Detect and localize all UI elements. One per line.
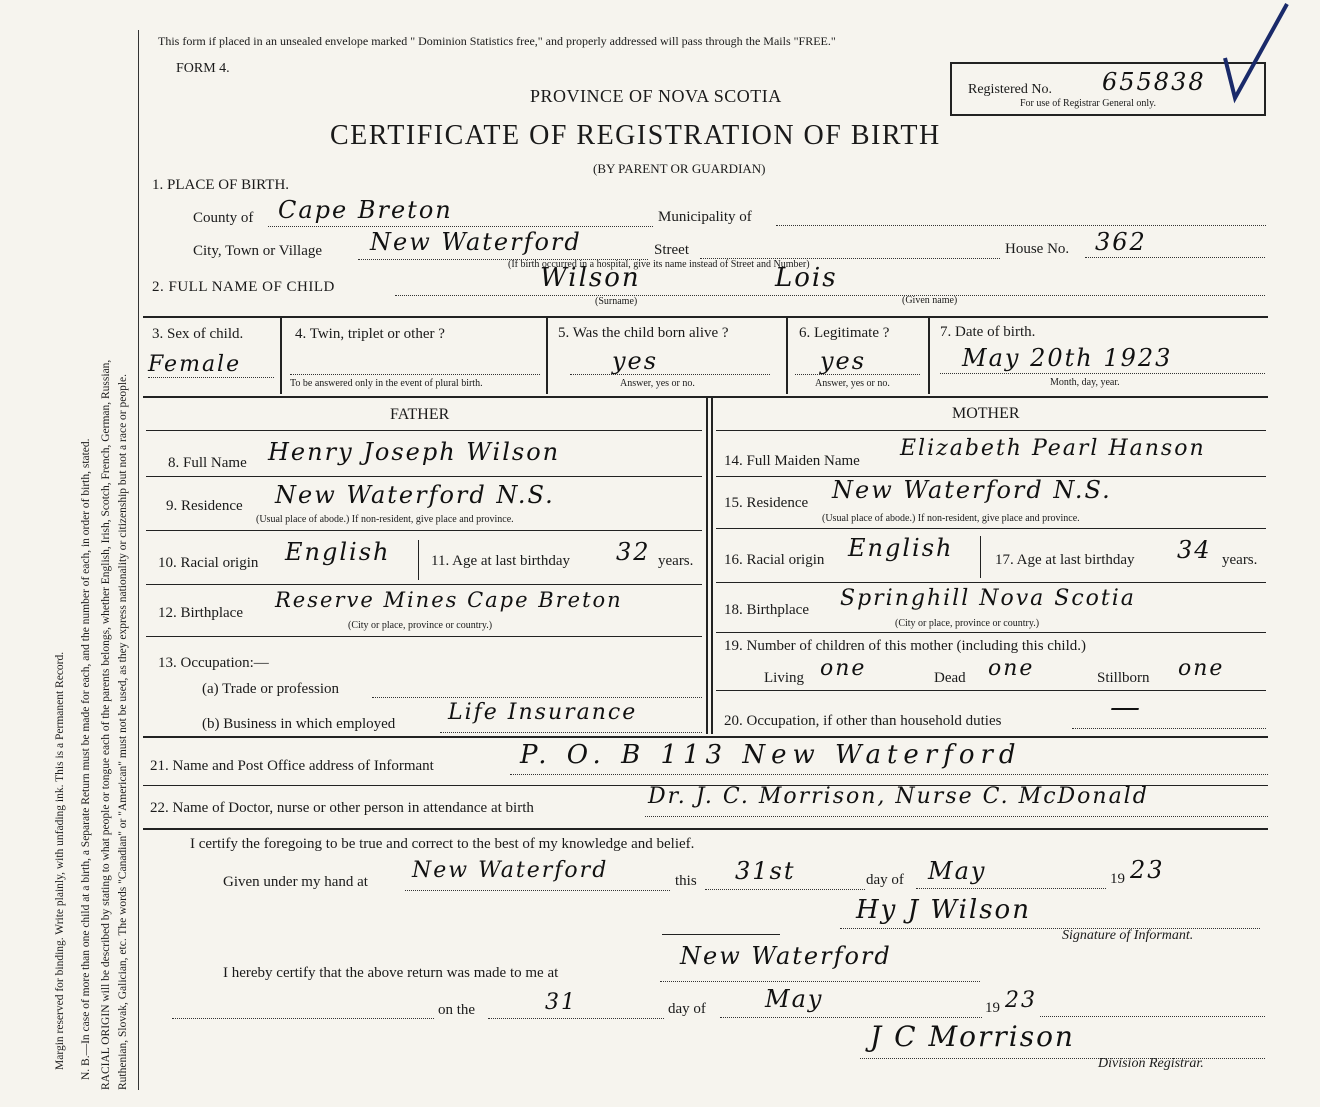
registrar-signature-label: Division Registrar. (1098, 1056, 1204, 1071)
municipality-label: Municipality of (658, 209, 752, 225)
house-number-value: 362 (1095, 228, 1147, 256)
sex-value: Female (148, 352, 242, 377)
certify-day-value: 31st (735, 857, 796, 885)
father-racial-label: 10. Racial origin (158, 555, 259, 571)
legitimate-label: 6. Legitimate ? (799, 325, 890, 341)
registrar-dayof-label: day of (668, 1001, 706, 1017)
mother-years-label: years. (1222, 552, 1258, 568)
legitimate-value: yes (820, 347, 867, 375)
child-given-value: Lois (775, 263, 838, 293)
informant-signature: Hy J Wilson (856, 895, 1031, 925)
stillborn-label: Stillborn (1097, 670, 1150, 686)
binding-margin-rule (138, 30, 139, 1090)
county-label: County of (193, 210, 254, 226)
stillborn-value: one (1178, 656, 1225, 681)
legitimate-answer-note: Answer, yes or no. (815, 378, 890, 389)
mother-children-label: 19. Number of children of this mother (including this child.) (724, 638, 1087, 654)
child-name-label: 2. FULL NAME OF CHILD (152, 279, 335, 295)
certify-month-value: May (928, 857, 987, 885)
father-age-value: 32 (616, 538, 651, 566)
twin-note: To be answered only in the event of plural birth. (290, 378, 483, 389)
house-number-label: House No. (1005, 241, 1070, 257)
informant-label: 21. Name and Post Office address of Informant (150, 758, 434, 774)
registrar-place-value: New Waterford (680, 942, 892, 970)
mother-residence-value: New Waterford N.S. (832, 476, 1112, 504)
dead-value: one (988, 656, 1035, 681)
mother-name-value: Elizabeth Pearl Hanson (900, 436, 1206, 461)
father-years-label: years. (658, 553, 694, 569)
living-label: Living (764, 670, 804, 686)
father-birthplace-value: Reserve Mines Cape Breton (275, 588, 623, 612)
province-heading: PROVINCE OF NOVA SCOTIA (530, 86, 782, 106)
hospital-note: (If birth occurred in a hospital, give its name instead of Street and Number) (508, 259, 810, 270)
given-name-note: (Given name) (902, 295, 958, 306)
county-value: Cape Breton (278, 196, 453, 224)
margin-note-racial-origin: RACIAL ORIGIN will be described by stating to what people or tongue each of the parents belongs, whether English, Irish, Scotch, French, German, Russian, (100, 359, 112, 1090)
father-age-label: 11. Age at last birthday (431, 553, 570, 569)
mother-name-label: 14. Full Maiden Name (724, 453, 860, 469)
born-alive-value: yes (612, 347, 659, 375)
father-name-value: Henry Joseph Wilson (268, 438, 561, 466)
registrar-year-prefix: 19 (985, 1000, 1000, 1016)
place-of-birth-heading: 1. PLACE OF BIRTH. (152, 177, 290, 193)
doctor-value: Dr. J. C. Morrison, Nurse C. McDonald (648, 784, 1149, 809)
born-alive-label: 5. Was the child born alive ? (558, 325, 729, 341)
mother-age-value: 34 (1177, 536, 1212, 564)
father-residence-value: New Waterford N.S. (275, 481, 555, 509)
city-label: City, Town or Village (193, 243, 323, 259)
sex-label: 3. Sex of child. (152, 326, 244, 342)
surname-note: (Surname) (595, 296, 638, 307)
father-name-label: 8. Full Name (168, 455, 247, 471)
certify-text: I certify the foregoing to be true and correct to the best of my knowledge and belief. (190, 836, 695, 852)
doctor-label: 22. Name of Doctor, nurse or other person in attendance at birth (150, 800, 534, 816)
father-residence-label: 9. Residence (166, 498, 243, 514)
dob-label: 7. Date of birth. (940, 324, 1036, 340)
city-value: New Waterford (370, 228, 582, 256)
father-trade-label: (a) Trade or profession (202, 681, 340, 697)
dead-label: Dead (934, 670, 966, 686)
registered-number: 655838 (1102, 68, 1206, 96)
page-subtitle: (BY PARENT OR GUARDIAN) (593, 161, 766, 176)
mother-birthplace-note: (City or place, province or country.) (895, 618, 1040, 629)
mother-residence-note: (Usual place of abode.) If non-resident, give place and province. (822, 513, 1080, 524)
father-heading: FATHER (390, 406, 450, 423)
registrar-text: I hereby certify that the above return was made to me at (223, 965, 559, 981)
mother-age-label: 17. Age at last birthday (995, 552, 1135, 568)
child-surname-value: Wilson (540, 263, 641, 293)
registered-label: Registered No. (968, 82, 1052, 97)
dob-value: May 20th 1923 (962, 344, 1173, 372)
father-birthplace-note: (City or place, province or country.) (348, 620, 493, 631)
this-label: this (675, 873, 697, 889)
twin-label: 4. Twin, triplet or other ? (295, 326, 445, 342)
certify-dayof-label: day of (866, 872, 904, 888)
born-alive-answer-note: Answer, yes or no. (620, 378, 695, 389)
checkmark-icon (1215, 0, 1295, 110)
certify-year-prefix: 19 (1110, 871, 1125, 887)
registrar-day-value: 31 (545, 990, 577, 1015)
registrar-year-value: 23 (1005, 988, 1037, 1013)
mother-heading: MOTHER (952, 405, 1020, 422)
mother-racial-value: English (848, 534, 954, 562)
father-occupation-label: 13. Occupation:— (158, 655, 269, 671)
mother-birthplace-value: Springhill Nova Scotia (840, 586, 1136, 611)
father-residence-note: (Usual place of abode.) If non-resident, give place and province. (256, 514, 514, 525)
informant-value: P. O. B 113 New Waterford (520, 740, 1022, 770)
father-business-label: (b) Business in which employed (202, 716, 396, 732)
father-birthplace-label: 12. Birthplace (158, 605, 243, 621)
mother-residence-label: 15. Residence (724, 495, 809, 511)
father-racial-value: English (285, 538, 391, 566)
given-under-label: Given under my hand at (223, 874, 368, 890)
mother-occupation-value: — (1110, 690, 1142, 725)
father-business-value: Life Insurance (448, 700, 638, 725)
street-label: Street (654, 242, 689, 258)
page-title: CERTIFICATE OF REGISTRATION OF BIRTH (330, 120, 941, 151)
dob-note: Month, day, year. (1050, 377, 1120, 388)
margin-note-racial-origin-cont: Ruthenian, Slovak, Galician, etc. The words "Canadian" or "American" must not be used, as they express nationality or citizenship but not a race or people. (117, 373, 129, 1090)
living-value: one (820, 656, 867, 681)
certify-year-value: 23 (1130, 856, 1165, 884)
given-place-value: New Waterford (412, 858, 609, 883)
informant-signature-label: Signature of Informant. (1062, 928, 1194, 943)
registrar-signature: J C Morrison (870, 1020, 1075, 1053)
registrar-month-value: May (765, 985, 824, 1013)
mother-racial-label: 16. Racial origin (724, 552, 825, 568)
registrar-onthe-label: on the (438, 1002, 476, 1018)
mother-occupation-label: 20. Occupation, if other than household duties (724, 713, 1002, 729)
registered-note: For use of Registrar General only. (1020, 98, 1156, 109)
form-number: FORM 4. (176, 61, 230, 76)
mother-birthplace-label: 18. Birthplace (724, 602, 809, 618)
margin-note-binding: Margin reserved for binding. Write plainly, with unfading ink. This is a Permanent Record. (54, 651, 66, 1070)
margin-note-multiple-births: N. B.—In case of more than one child at a birth, a Separate Return must be made for each, and the number of each, in order of birth, stated. (80, 438, 92, 1080)
mail-note: This form if placed in an unsealed envelope marked " Dominion Statistics free," and properly addressed will pass through the Mails "FREE." (158, 34, 836, 48)
